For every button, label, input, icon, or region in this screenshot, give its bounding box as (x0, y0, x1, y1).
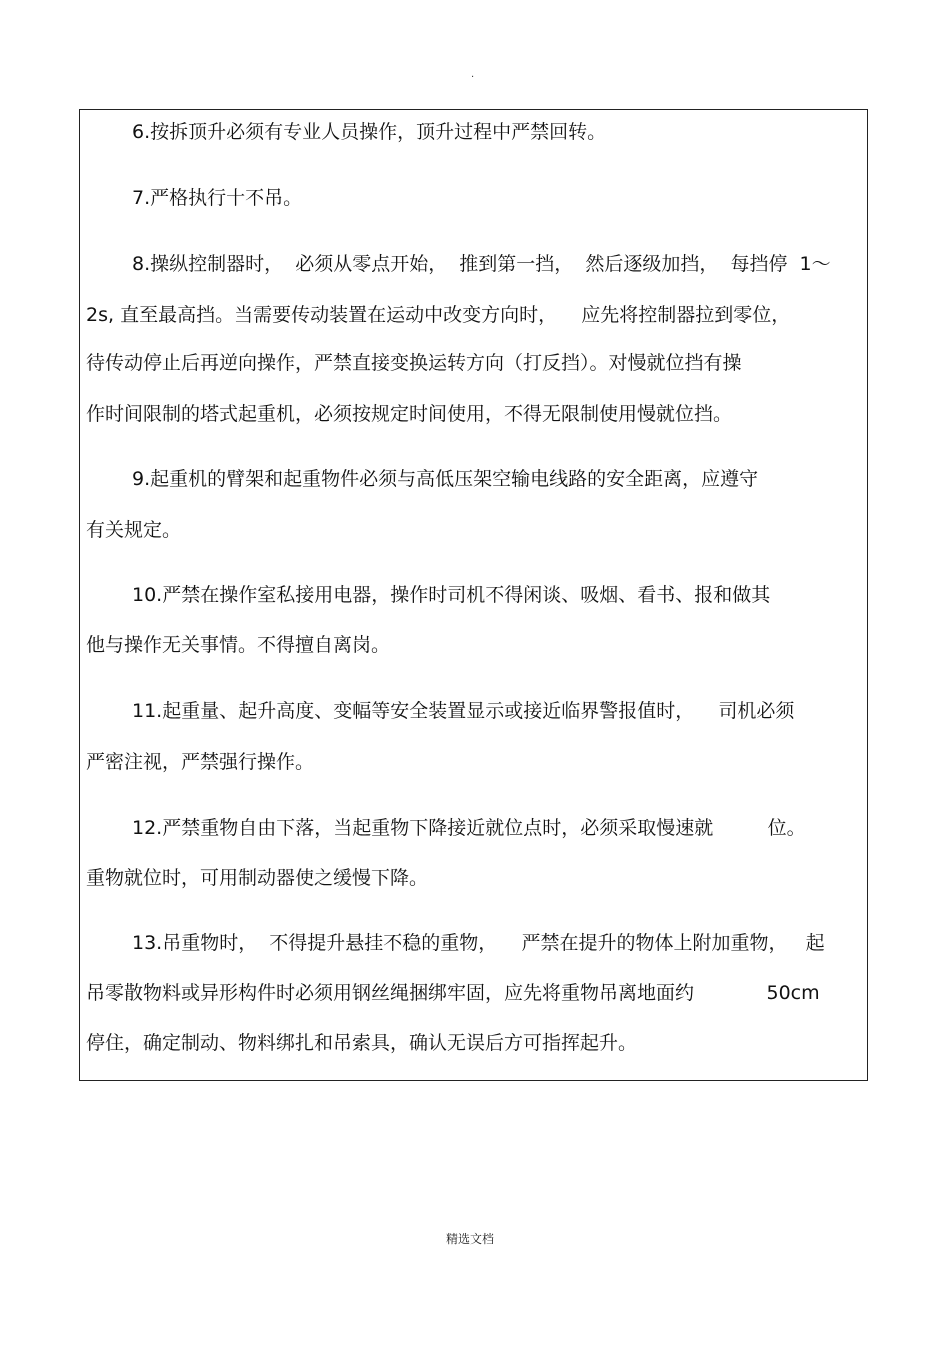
item-7-line-1: 7.严格执行十不吊。 (132, 187, 303, 209)
top-dot-mark: . (471, 69, 475, 80)
item-9-line-1: 9.起重机的臂架和起重物件必须与高低压架空输电线路的安全距离，应遵守 (132, 468, 759, 490)
item-6-line-1: 6.按拆顶升必须有专业人员操作，顶升过程中严禁回转。 (132, 121, 607, 143)
item-12-line-2: 重物就位时，可用制动器使之缓慢下降。 (86, 867, 429, 889)
item-13-line-1: 13.吊重物时， 不得提升悬挂不稳的重物， 严禁在提升的物体上附加重物， 起 (132, 932, 825, 954)
item-8-line-2: 2s, 直至最高挡。当需要传动装置在运动中改变方向时， 应先将控制器拉到零位， (86, 304, 791, 326)
item-12-line-1: 12.严禁重物自由下落，当起重物下降接近就位点时，必须采取慢速就 位。 (132, 817, 806, 839)
item-10-line-1: 10.严禁在操作室私接用电器，操作时司机不得闲谈、吸烟、看书、报和做其 (132, 584, 771, 606)
item-8-line-3: 待传动停止后再逆向操作，严禁直接变换运转方向（打反挡）。对慢就位挡有操 (86, 352, 742, 374)
footer-label: 精选文档 (446, 1232, 495, 1246)
item-8-line-4: 作时间限制的塔式起重机，必须按规定时间使用，不得无限制使用慢就位挡。 (86, 403, 733, 425)
item-13-line-3: 停住，确定制动、物料绑扎和吊索具，确认无误后方可指挥起升。 (86, 1032, 638, 1054)
item-11-line-2: 严密注视，严禁强行操作。 (86, 751, 315, 773)
item-9-line-2: 有关规定。 (86, 519, 182, 541)
item-13-line-2: 吊零散物料或异形构件时必须用钢丝绳捆绑牢固，应先将重物吊离地面约 50cm (86, 982, 820, 1004)
item-10-line-2: 他与操作无关事情。不得擅自离岗。 (86, 634, 391, 656)
item-11-line-1: 11.起重量、起升高度、变幅等安全装置显示或接近临界警报值时， 司机必须 (132, 700, 795, 722)
item-8-line-1: 8.操纵控制器时， 必须从零点开始， 推到第一挡， 然后逐级加挡， 每挡停 1～ (132, 253, 831, 275)
